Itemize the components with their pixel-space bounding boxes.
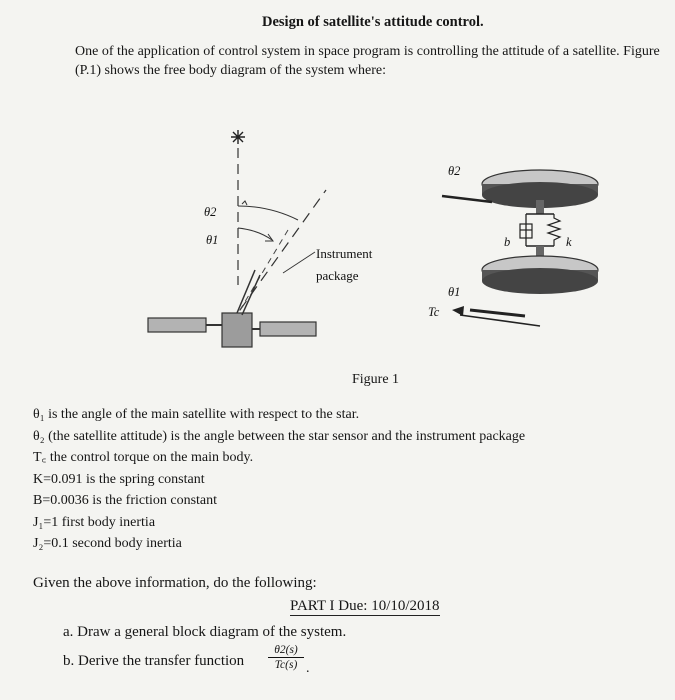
theta1-arc [238,228,272,240]
package-label: package [316,268,359,283]
theta2-arc [238,206,298,220]
instrument-label: Instrument [316,246,373,261]
task-a: a. Draw a general block diagram of the system. [63,624,347,640]
right-solar-panel [260,322,316,336]
instrument-line [234,230,288,320]
figure-caption: Figure 1 [352,372,400,387]
star-icon [231,130,245,144]
b-label: b [504,235,511,249]
left-solar-panel [148,318,206,332]
task-b: b. Derive the transfer function [63,653,245,669]
given-instruction: Given the above information, do the following: [33,575,317,591]
definition-tc: T꜀ the control torque on the main body. [33,450,254,465]
transfer-function-fraction [268,643,304,672]
definition-j1: J₁=1 first body inertia [33,514,156,530]
definition-theta2: θ₂ (the satellite attitude) is the angle between the star sensor and the instrument package [33,428,526,444]
document-title: Design of satellite's attitude control. [262,14,484,30]
theta2-label-left: θ2 [204,205,217,219]
definition-k: K=0.091 is the spring constant [33,471,205,487]
theta1-label-right: θ1 [448,285,461,299]
spring [548,214,560,246]
theta1-label-left: θ1 [206,233,219,247]
two-disk-model [428,164,598,326]
definition-theta1: θ₁ is the angle of the main satellite with respect to the star. [33,407,360,422]
tc-arrow [470,310,525,316]
period-mark: . [306,661,310,676]
part-heading: PART I Due: 10/10/2018 [290,598,440,614]
free-body-diagram [130,120,630,370]
definition-j2: J₂=0.1 second body inertia [33,536,182,551]
fraction-numerator: θ2(s) [268,643,304,658]
satellite-sketch [148,130,373,347]
definitions-list [33,404,663,555]
fraction-denominator: Tc(s) [274,659,298,671]
k-label: k [566,235,572,249]
main-body [222,313,252,347]
definition-b: B=0.0036 is the friction constant [33,493,218,508]
theta2-label-right: θ2 [448,164,461,178]
tc-label: Tc [428,305,440,319]
intro-paragraph: One of the application of control system in space program is controlling the attitude of a satellite. Figure (P.1) shows the free body diagram of the system where: [75,44,660,78]
